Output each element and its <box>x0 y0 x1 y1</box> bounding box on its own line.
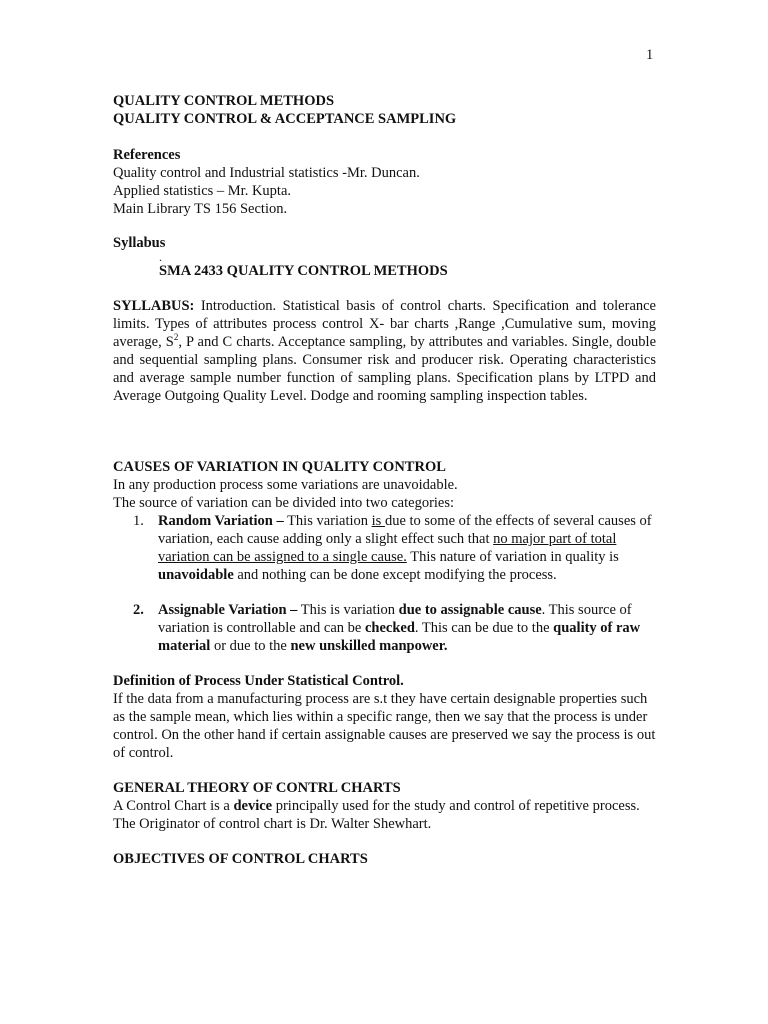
page-number: 1 <box>646 47 654 63</box>
definition-text: If the data from a manufacturing process are s.t they have certain designable properties such as the sample mean, which lies within a specific range, then we say that the process is under control. On the other hand if certain assignable causes are preserved we say the process is out of control. <box>113 691 656 761</box>
bold-text: unavoidable <box>158 567 234 583</box>
list-number: 1. <box>133 513 144 529</box>
causes-heading: CAUSES OF VARIATION IN QUALITY CONTROL <box>113 459 446 475</box>
list-text: . This can be due to the <box>414 620 554 636</box>
syllabus-text: , P and C charts. Acceptance sampling, by attributes and variables. Single, double and sequential sampling plans. Consumer risk and producer risk. Operating characteristics and average sample number function of sampling plans. Specification plans by LTPD and Average Outgoing Quality Level. Dodge and rooming sampling inspection tables. <box>113 334 656 404</box>
variation-list <box>113 512 656 655</box>
definition-heading: Definition of Process Under Statistical Control. <box>113 673 404 689</box>
general-theory-heading: GENERAL THEORY OF CONTRL CHARTS <box>113 780 401 796</box>
list-item <box>113 601 656 655</box>
list-term: Assignable Variation – <box>158 602 298 618</box>
causes-intro: In any production process some variations are unavoidable. <box>113 477 458 493</box>
objectives-heading: OBJECTIVES OF CONTROL CHARTS <box>113 851 368 867</box>
underlined-text: no major part of total variation can be assigned to a single cause. <box>158 531 617 565</box>
list-text: This is variation <box>297 602 399 618</box>
syllabus-dot: . <box>159 250 162 264</box>
list-text: due to some of the effects of several causes of variation, each cause adding only a slight effect such that <box>158 513 652 547</box>
document-subtitle: QUALITY CONTROL & ACCEPTANCE SAMPLING <box>113 111 457 127</box>
syllabus-label: SYLLABUS: <box>113 298 195 314</box>
syllabus-paragraph <box>113 297 656 405</box>
underlined-text: is <box>371 513 385 529</box>
course-title: SMA 2433 QUALITY CONTROL METHODS <box>159 263 448 279</box>
list-text: This nature of variation in quality is <box>406 549 619 565</box>
paragraph-text: principally used for the study and control of repetitive process. The Originator of control chart is Dr. Walter Shewhart. <box>113 798 640 832</box>
bold-text: checked <box>364 620 415 636</box>
list-text: and nothing can be done except modifying the process. <box>233 567 557 583</box>
paragraph-text: A Control Chart is a <box>113 798 234 814</box>
reference-item: Quality control and Industrial statistics -Mr. Duncan. <box>113 165 420 181</box>
list-number: 2. <box>133 602 144 618</box>
causes-intro: The source of variation can be divided into two categories: <box>113 495 455 511</box>
syllabus-heading: Syllabus <box>113 235 166 251</box>
syllabus-text: Introduction. Statistical basis of control charts. Specification and tolerance limits. Types of attributes process control X- bar charts ,Range ,Cumulative sum, moving average, S <box>113 298 656 350</box>
list-term: Random Variation – <box>158 513 284 529</box>
bold-text: quality of raw material <box>158 620 641 654</box>
list-text: . This source of variation is controllable and can be <box>158 602 632 636</box>
bold-text: due to assignable cause <box>398 602 542 618</box>
superscript: 2 <box>173 332 179 342</box>
list-text: or due to the <box>210 638 291 654</box>
list-item <box>113 512 656 584</box>
reference-item: Applied statistics – Mr. Kupta. <box>113 183 292 199</box>
document-title: QUALITY CONTROL METHODS <box>113 93 335 109</box>
general-theory-text <box>113 797 656 833</box>
document-body <box>113 92 656 868</box>
list-text: This variation <box>283 513 372 529</box>
bold-text: device <box>233 798 273 814</box>
bold-text: new unskilled manpower. <box>290 638 448 654</box>
references-heading: References <box>113 147 181 163</box>
reference-item: Main Library TS 156 Section. <box>113 201 288 217</box>
